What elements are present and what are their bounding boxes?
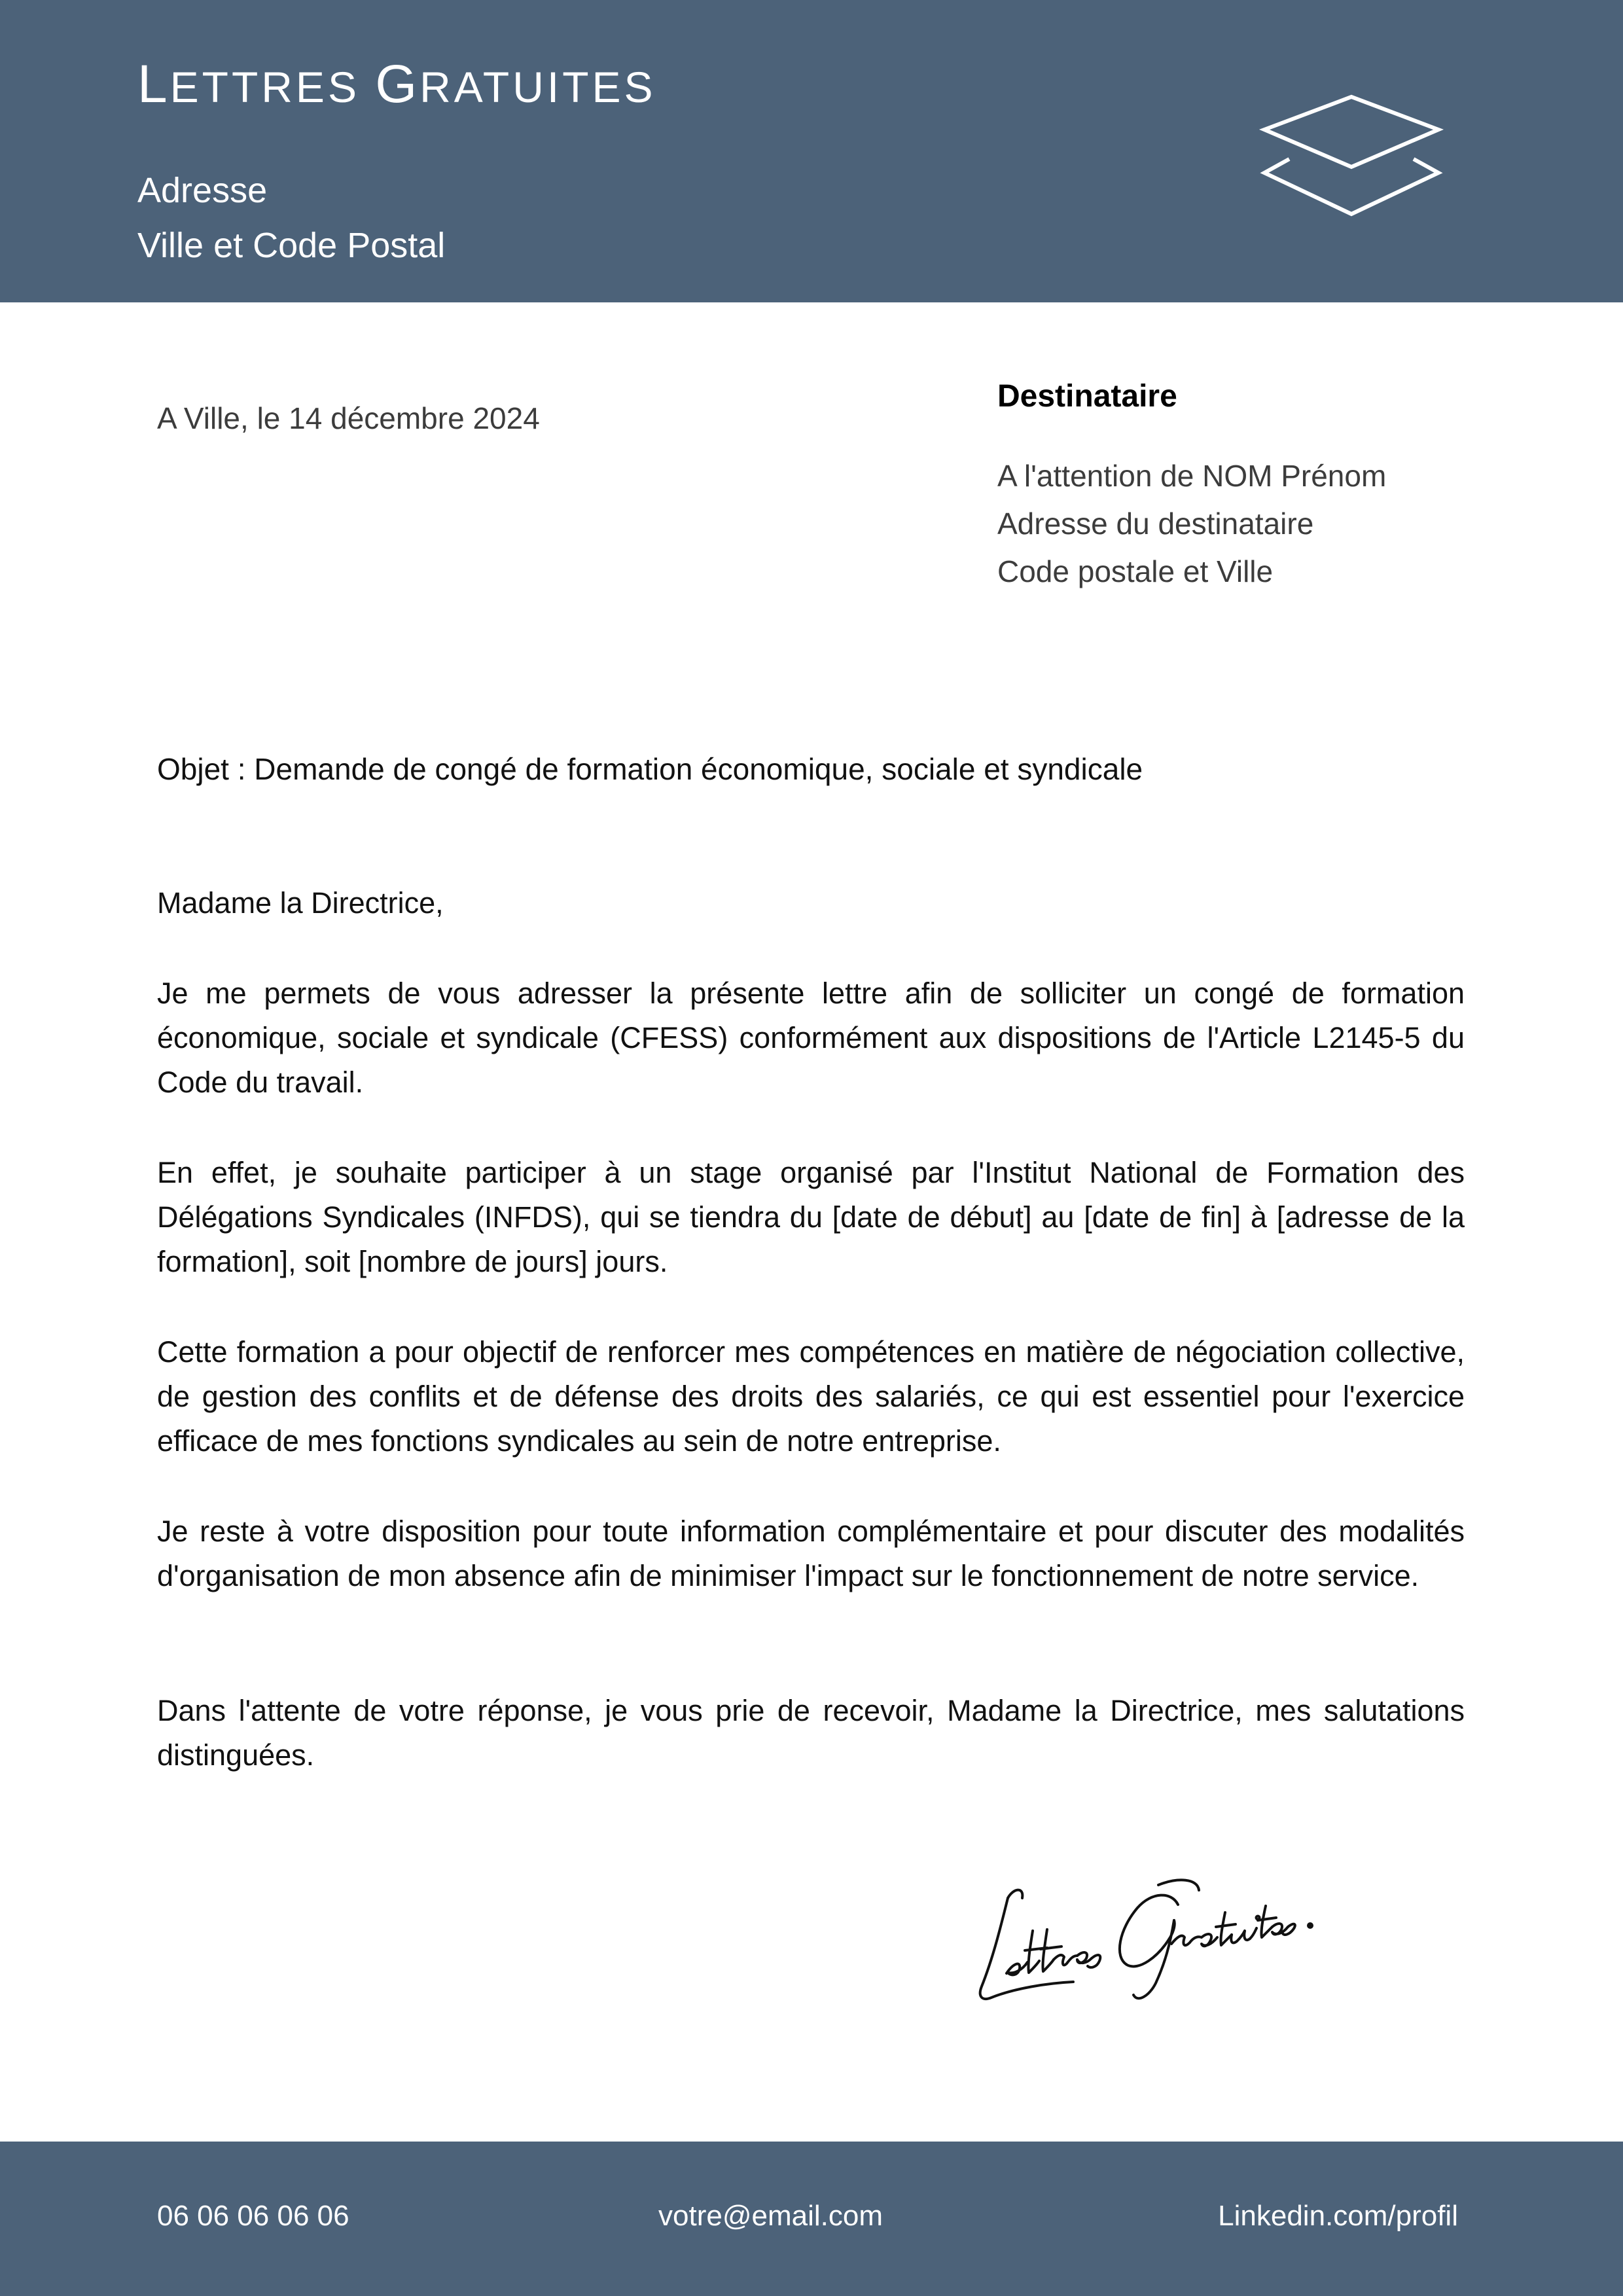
sender-address: Adresse <box>137 171 268 210</box>
layers-icon <box>1257 92 1446 223</box>
letter-salutation: Madame la Directrice, <box>157 886 444 920</box>
letter-subject: Objet : Demande de congé de formation économique, sociale et syndicale <box>157 752 1143 786</box>
brand-initial-l: L <box>137 54 170 114</box>
footer-linkedin: Linkedin.com/profil <box>1218 2200 1458 2232</box>
handwritten-signature <box>962 1852 1342 2022</box>
letter-paragraph: Je me permets de vous adresser la présente lettre afin de solliciter un congé de formation économique, sociale et syndicale (CFESS) conformément aux dispositions de l'Article L2145-5 du Code du travail. <box>157 977 1465 1099</box>
brand-initial-g: G <box>375 54 420 114</box>
recipient-postal-city: Code postale et Ville <box>997 554 1274 588</box>
brand-word-gratuites: RATUITES <box>419 63 656 111</box>
letter-paragraph: Je reste à votre disposition pour toute information complémentaire et pour discuter des modalités d'organisation de mon absence afin de minimiser l'impact sur le fonctionnement de notre service. <box>157 1515 1465 1592</box>
footer-email: votre@email.com <box>658 2200 883 2232</box>
letter-closing: Dans l'attente de votre réponse, je vous prie de recevoir, Madame la Directrice, mes salutations distinguées. <box>157 1694 1465 1772</box>
letter-paragraph: En effet, je souhaite participer à un stage organisé par l'Institut National de Formation des Délégations Syndicales (INFDS), qui se tiendra du [date de début] au [date de fin] à [adresse de la formation], soit [nombre de jours] jours. <box>157 1156 1465 1278</box>
sender-city-postal: Ville et Code Postal <box>137 226 446 265</box>
letter-date: A Ville, le 14 décembre 2024 <box>157 401 540 435</box>
recipient-attention: A l'attention de NOM Prénom <box>997 459 1387 493</box>
brand-word-lettres: ETTRES <box>169 63 376 111</box>
recipient-address: Adresse du destinataire <box>997 507 1314 541</box>
recipient-title: Destinataire <box>997 379 1177 414</box>
brand-title <box>137 54 656 114</box>
footer-phone: 06 06 06 06 06 <box>157 2200 349 2232</box>
letter-paragraph: Cette formation a pour objectif de renforcer mes compétences en matière de négociation collective, de gestion des conflits et de défense des droits des salariés, ce qui est essentiel pour l'exercice efficace de mes fonctions syndicales au sein de notre entreprise. <box>157 1335 1465 1458</box>
